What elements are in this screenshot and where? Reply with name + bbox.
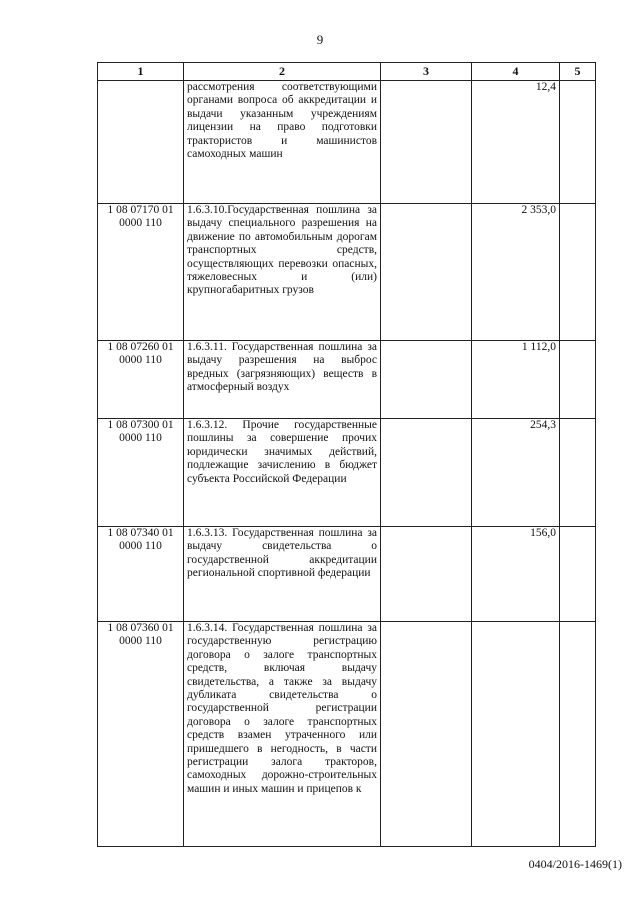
row-col3 [381, 81, 472, 204]
row-amount: 2 353,0 [472, 204, 560, 341]
row-code: 1 08 07360 01 0000 110 [98, 622, 184, 847]
row-col5 [560, 341, 596, 419]
row-amount: 254,3 [472, 419, 560, 527]
row-code: 1 08 07260 01 0000 110 [98, 341, 184, 419]
row-description: 1.6.3.11. Государственная пошлина за выдачу разрешения на выброс вредных (загрязняющих) веществ в атмосферный воздух [184, 341, 381, 419]
row-description: 1.6.3.10.Государственная пошлина за выдачу специального разрешения на движение по автомобильным дорогам транспортных средств, осуществляющих перевозки опасных, тяжеловесных и (или) крупногабаритных грузов [184, 204, 381, 341]
column-header-4: 4 [472, 63, 560, 81]
row-col5 [560, 204, 596, 341]
row-col3 [381, 341, 472, 419]
row-description: рассмотрения соответствующими органами вопроса об аккредитации и выдачи указанным учреждениям лицензии на право подготовки трактористов и машинистов самоходных машин [184, 81, 381, 204]
row-amount [472, 622, 560, 847]
row-code: 1 08 07300 01 0000 110 [98, 419, 184, 527]
row-col3 [381, 622, 472, 847]
row-col5 [560, 622, 596, 847]
row-description: 1.6.3.14. Государственная пошлина за государственную регистрацию договора о залоге транспортных средств, включая выдачу свидетельства, а также за выдачу дубликата свидетельства о государственной регистрации договора о залоге транспортных средств взамен утраченного или пришедшего в негодность, в части регистрации залога тракторов, самоходных дорожно-строительных машин и иных машин и прицепов к [184, 622, 381, 847]
row-description: 1.6.3.12. Прочие государственные пошлины за совершение прочих юридически значимых действий, подлежащие зачислению в бюджет субъекта Российской Федерации [184, 419, 381, 527]
page-number: 9 [316, 32, 324, 47]
column-header-5: 5 [560, 63, 596, 81]
table-row [98, 341, 596, 419]
row-code [98, 81, 184, 204]
row-col3 [381, 419, 472, 527]
row-col5 [560, 419, 596, 527]
row-col5 [560, 527, 596, 622]
row-col3 [381, 204, 472, 341]
row-description: 1.6.3.13. Государственная пошлина за выдачу свидетельства о государственной аккредитации региональной спортивной федерации [184, 527, 381, 622]
row-amount: 1 112,0 [472, 341, 560, 419]
table-header-row [98, 63, 596, 81]
budget-revenue-table [97, 62, 596, 847]
table-row [98, 204, 596, 341]
row-col3 [381, 527, 472, 622]
row-amount: 156,0 [472, 527, 560, 622]
table-row [98, 622, 596, 847]
table-row [98, 527, 596, 622]
document-reference-code: 0404/2016-1469(1) [528, 857, 622, 871]
column-header-1: 1 [98, 63, 184, 81]
table-row [98, 419, 596, 527]
row-amount: 12,4 [472, 81, 560, 204]
table-row [98, 81, 596, 204]
row-col5 [560, 81, 596, 204]
row-code: 1 08 07340 01 0000 110 [98, 527, 184, 622]
row-code: 1 08 07170 01 0000 110 [98, 204, 184, 341]
column-header-2: 2 [184, 63, 381, 81]
column-header-3: 3 [381, 63, 472, 81]
